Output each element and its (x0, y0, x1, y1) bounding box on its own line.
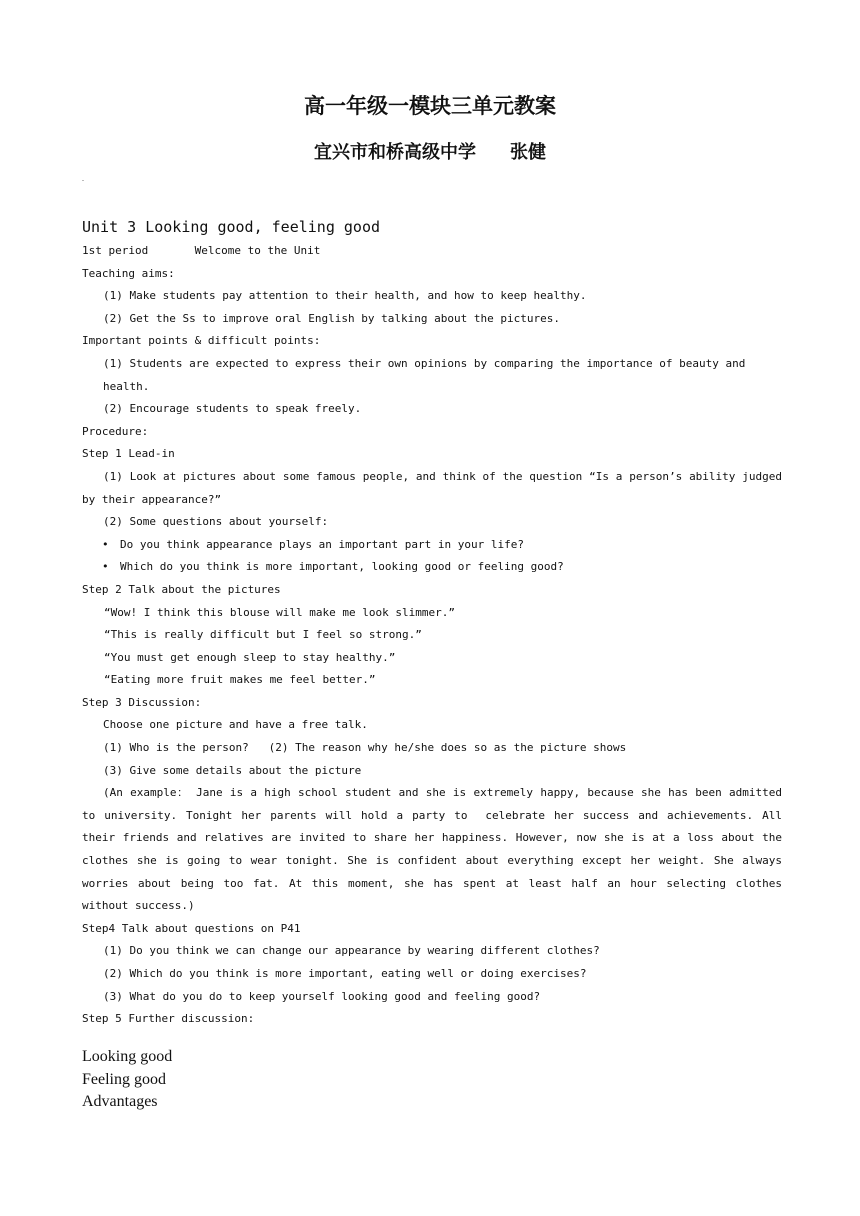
period-topic: Welcome to the Unit (194, 244, 321, 257)
document-title: 高一年级一模块三单元教案 (304, 94, 556, 118)
label-advantages: Advantages (82, 1093, 158, 1111)
period-line (82, 240, 782, 263)
step2-heading: Step 2 Talk about the pictures (82, 582, 281, 596)
step4-question: (1) Do you think we can change our appearance by wearing different clothes? (103, 944, 600, 958)
step3-heading: Step 3 Discussion: (82, 695, 202, 709)
example-paragraph: (An example： Jane is a high school student and she is extremely happy, because she has been admitted to university. Tonight her parents will hold a party to celebrate her success and achievements. All their friends and relatives are invited to share her happiness. However, now she is at a loss about the clothes she is going to wear tonight. She is confident about everything except her weight. She always worries about being too fat. At this moment, she has spent at least half an hour selecting clothes without success.) (82, 786, 789, 913)
comparison-labels (82, 1046, 172, 1114)
step4-question: (2) Which do you think is more important, eating well or doing exercises? (103, 967, 587, 980)
label-feeling-good: Feeling good (82, 1070, 166, 1088)
stray-dot (82, 180, 84, 181)
step1-item1: (1) Look at pictures about some famous people, and think of the question “Is a person’s ability judged by their appearance?” (82, 469, 789, 506)
teaching-aims-heading: Teaching aims: (82, 266, 175, 280)
step3-intro: Choose one picture and have a free talk. (103, 718, 368, 732)
key-points-heading: Important points & difficult points: (82, 334, 321, 348)
teaching-aim-item: (1) Make students pay attention to their health, and how to keep healthy. (103, 289, 587, 303)
step5-heading: Step 5 Further discussion: (82, 1012, 255, 1026)
teaching-aim-item: (2) Get the Ss to improve oral English by talking about the pictures. (103, 311, 560, 325)
bullet-item: • Which do you think is more important, looking good or feeling good? (82, 556, 782, 579)
school-name: 宜兴市和桥高级中学 (314, 142, 476, 163)
bullet-icon: • (102, 537, 109, 551)
picture-quote: “Wow! I think this blouse will make me look slimmer.” (104, 605, 455, 619)
picture-quote: “You must get enough sleep to stay healthy.” (104, 650, 396, 664)
key-point-item: (2) Encourage students to speak freely. (103, 402, 362, 416)
picture-quote: “This is really difficult but I feel so strong.” (104, 628, 422, 642)
document-subtitle (0, 138, 860, 164)
key-point-item: (1) Students are expected to express their own opinions by comparing the importance of beauty and health. (103, 356, 753, 393)
step4-heading: Step4 Talk about questions on P41 (82, 921, 301, 935)
period-label: 1st period (82, 244, 149, 257)
label-looking-good: Looking good (82, 1048, 173, 1065)
step3-questions: (1) Who is the person? (2) The reason why he/she does so as the picture shows (103, 741, 627, 755)
step4-question: (3) What do you do to keep yourself looking good and feeling good? (103, 989, 541, 1003)
author-name: 张健 (510, 142, 546, 163)
unit-title: Unit 3 Looking good, feeling good (82, 218, 381, 236)
bullet-icon: • (102, 560, 109, 574)
step1-item2: (2) Some questions about yourself: (103, 515, 329, 529)
bullet-item: • Do you think appearance plays an important part in your life? (82, 534, 782, 557)
step3-question3: (3) Give some details about the picture (103, 763, 362, 777)
lesson-plan-body (82, 214, 789, 1031)
picture-quote: “Eating more fruit makes me feel better.” (104, 673, 376, 687)
procedure-heading: Procedure: (82, 424, 149, 438)
step1-heading: Step 1 Lead-in (82, 447, 175, 461)
